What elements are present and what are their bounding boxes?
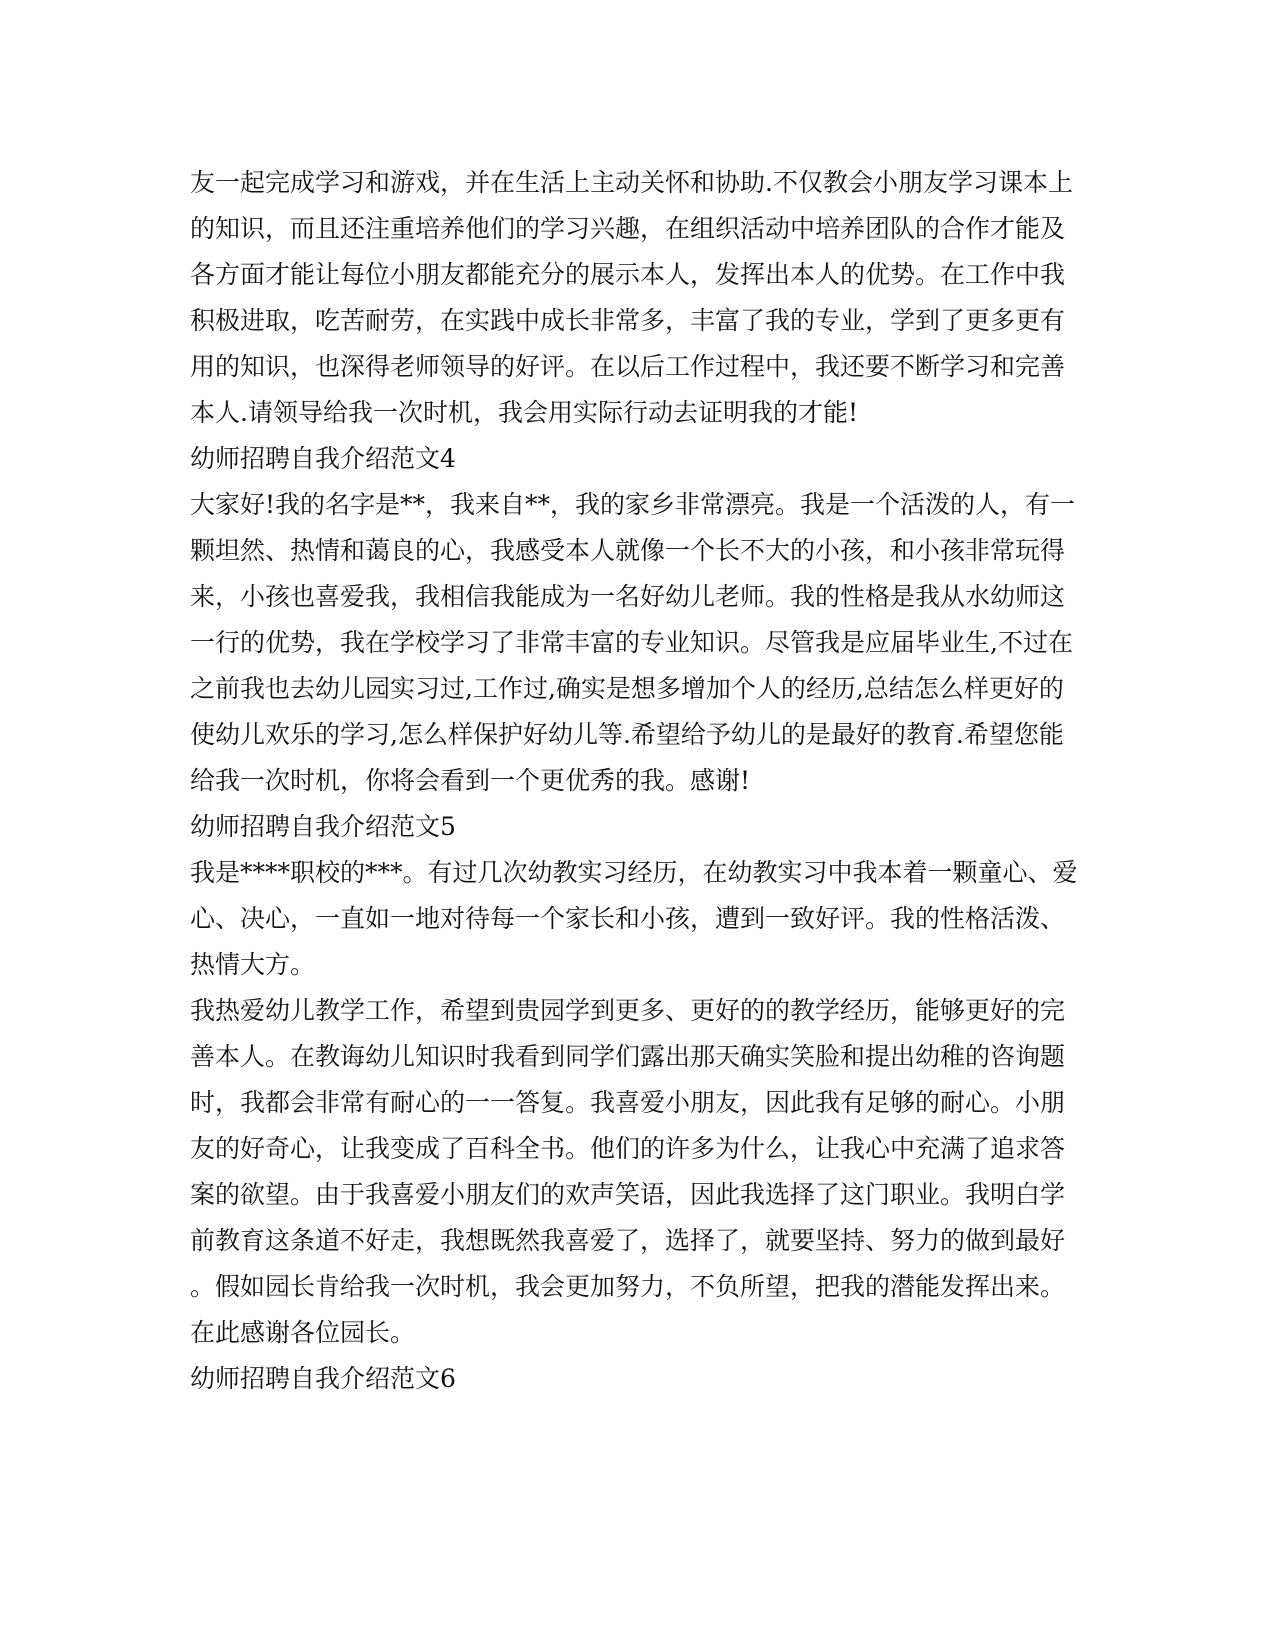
text-line: 心、决心，一直如一地对待每一个家长和小孩，遭到一致好评。我的性格活泼、 xyxy=(190,904,1066,933)
text-line: 颗坦然、热情和蔼良的心，我感受本人就像一个长不大的小孩，和小孩非常玩得 xyxy=(190,536,1066,565)
text-line: 各方面才能让每位小朋友都能充分的展示本人，发挥出本人的优势。在工作中我 xyxy=(190,260,1066,289)
text-line: 使幼儿欢乐的学习,怎么样保护好幼儿等.希望给予幼儿的是最好的教育.希望您能 xyxy=(190,720,1064,749)
text-line: 我是****职校的***。有过几次幼教实习经历，在幼教实习中我本着一颗童心、爱 xyxy=(190,858,1078,887)
text-line: 。假如园长肯给我一次时机，我会更加努力，不负所望，把我的潜能发挥出来。 xyxy=(190,1272,1066,1301)
text-line: 友一起完成学习和游戏，并在生活上主动关怀和协助.不仅教会小朋友学习课本上 xyxy=(190,168,1073,197)
text-line: 给我一次时机，你将会看到一个更优秀的我。感谢! xyxy=(190,766,751,795)
section-heading: 幼师招聘自我介绍范文5 xyxy=(190,812,456,841)
text-line: 前教育这条道不好走，我想既然我喜爱了，选择了，就要坚持、努力的做到最好 xyxy=(190,1226,1066,1255)
text-line: 用的知识，也深得老师领导的好评。在以后工作过程中，我还要不断学习和完善 xyxy=(190,352,1066,381)
text-line: 本人.请领导给我一次时机，我会用实际行动去证明我的才能! xyxy=(190,398,858,427)
section-heading: 幼师招聘自我介绍范文4 xyxy=(190,444,456,473)
text-line: 来，小孩也喜爱我，我相信我能成为一名好幼儿老师。我的性格是我从水幼师这 xyxy=(190,582,1066,611)
text-line: 友的好奇心，让我变成了百科全书。他们的许多为什么，让我心中充满了追求答 xyxy=(190,1134,1066,1163)
text-line: 案的欲望。由于我喜爱小朋友们的欢声笑语，因此我选择了这门职业。我明白学 xyxy=(190,1180,1066,1209)
text-line: 积极进取，吃苦耐劳，在实践中成长非常多，丰富了我的专业，学到了更多更有 xyxy=(190,306,1066,335)
section-heading: 幼师招聘自我介绍范文6 xyxy=(190,1364,456,1393)
text-line: 一行的优势，我在学校学习了非常丰富的专业知识。尽管我是应届毕业生,不过在 xyxy=(190,628,1073,657)
text-line: 时，我都会非常有耐心的一一答复。我喜爱小朋友，因此我有足够的耐心。小朋 xyxy=(190,1088,1066,1117)
text-line: 善本人。在教诲幼儿知识时我看到同学们露出那天确实笑脸和提出幼稚的咨询题 xyxy=(190,1042,1066,1071)
text-line: 热情大方。 xyxy=(190,950,316,979)
text-line: 我热爱幼儿教学工作，希望到贵园学到更多、更好的的教学经历，能够更好的完 xyxy=(190,996,1066,1025)
text-line: 之前我也去幼儿园实习过,工作过,确实是想多增加个人的经历,总结怎么样更好的 xyxy=(190,674,1064,703)
text-line: 在此感谢各位园长。 xyxy=(190,1318,416,1347)
text-line: 大家好!我的名字是**，我来自**，我的家乡非常漂亮。我是一个活泼的人，有一 xyxy=(190,490,1076,519)
text-line: 的知识，而且还注重培养他们的学习兴趣，在组织活动中培养团队的合作才能及 xyxy=(190,214,1066,243)
